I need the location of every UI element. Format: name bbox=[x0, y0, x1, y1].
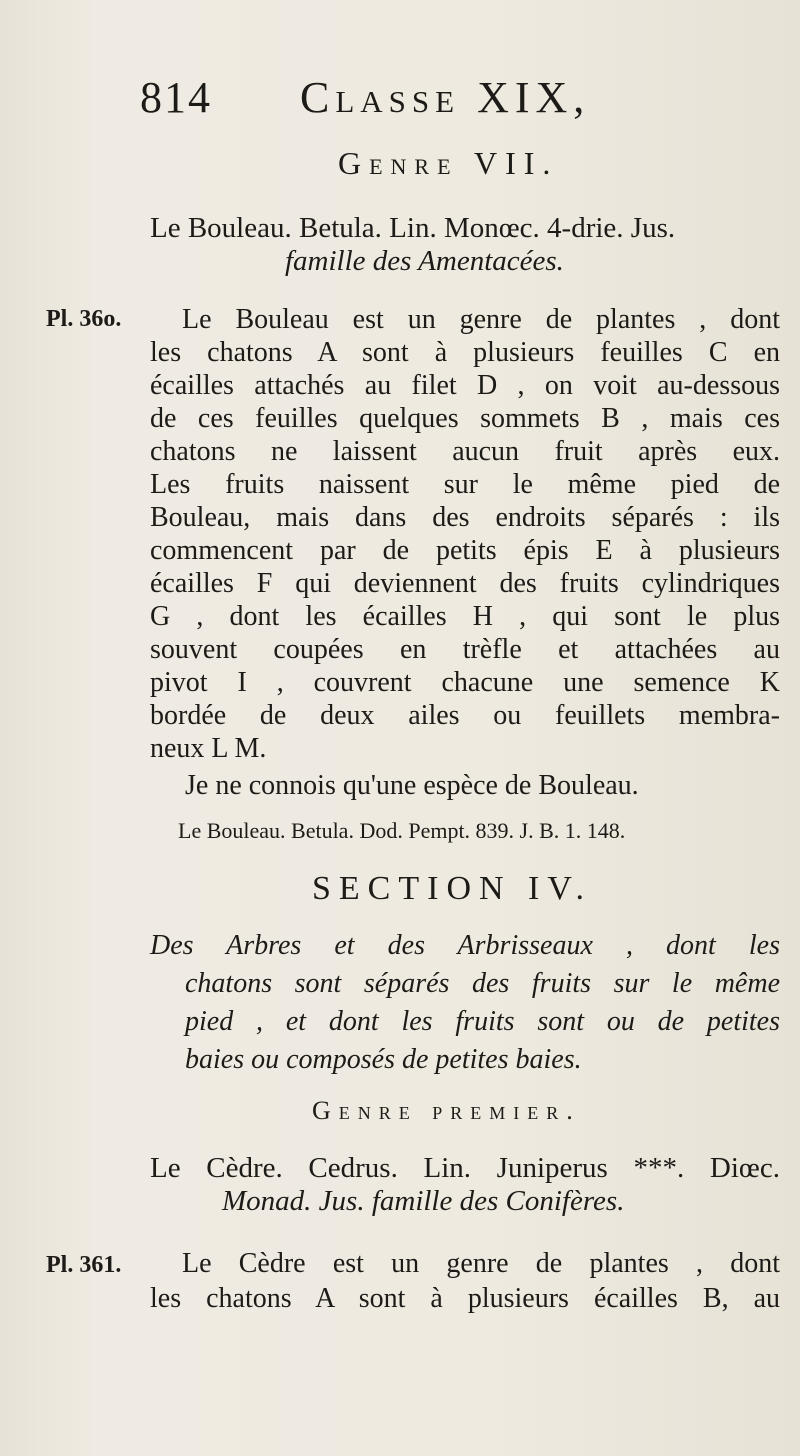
text-line: écailles attachés au filet D , on voit au-dessous bbox=[150, 370, 780, 401]
text-line: neux L M. bbox=[150, 733, 267, 764]
class-title: Classe XIX, bbox=[300, 73, 591, 122]
plate-reference: Pl. 36o. bbox=[46, 306, 122, 332]
text-line: baies ou composés de petites baies. bbox=[185, 1044, 582, 1075]
text-line: chatons sont séparés des fruits sur le même bbox=[185, 968, 780, 999]
genus-title-line: Monad. Jus. famille des Conifères. bbox=[222, 1185, 625, 1217]
plate-reference: Pl. 361. bbox=[46, 1252, 122, 1278]
species-note: Je ne connois qu'une espèce de Bouleau. bbox=[185, 770, 639, 801]
text-line: G , dont les écailles H , qui sont le plus bbox=[150, 601, 780, 632]
text-line: Des Arbres et des Arbrisseaux , dont les bbox=[150, 930, 780, 961]
genus-title-line: Le Cèdre. Cedrus. Lin. Juniperus ***. Diœc. bbox=[150, 1152, 780, 1184]
text-line: les chatons A sont à plusieurs écailles B, au bbox=[150, 1283, 780, 1314]
text-line: les chatons A sont à plusieurs feuilles C en bbox=[150, 337, 780, 368]
text-line: bordée de deux ailes ou feuillets membra- bbox=[150, 700, 780, 731]
genus-title-line: Le Bouleau. Betula. Lin. Monœc. 4-drie. Jus. bbox=[150, 212, 676, 244]
text-line: Le Bouleau est un genre de plantes , dont bbox=[182, 304, 780, 335]
text-line: Bouleau, mais dans des endroits séparés : ils bbox=[150, 502, 780, 533]
text-line: pivot I , couvrent chacune une semence K bbox=[150, 667, 780, 698]
section-heading: SECTION IV. bbox=[312, 870, 593, 907]
text-line: chatons ne laissent aucun fruit après eux. bbox=[150, 436, 780, 467]
text-line: Le Cèdre est un genre de plantes , dont bbox=[182, 1248, 780, 1279]
text-line: Les fruits naissent sur le même pied de bbox=[150, 469, 780, 500]
citation: Le Bouleau. Betula. Dod. Pempt. 839. J. B. 1. 148. bbox=[178, 818, 626, 843]
genus-title-line: famille des Amentacées. bbox=[285, 245, 564, 277]
text-line: de ces feuilles quelques sommets B , mais ces bbox=[150, 403, 780, 434]
genre-heading: Genre VII. bbox=[338, 145, 559, 181]
text-line: pied , et dont les fruits sont ou de petites bbox=[185, 1006, 780, 1037]
page-number: 814 bbox=[140, 73, 212, 122]
text-line: commencent par de petits épis E à plusieurs bbox=[150, 535, 780, 566]
text-line: écailles F qui deviennent des fruits cylindriques bbox=[150, 568, 780, 599]
text-line: souvent coupées en trèfle et attachées au bbox=[150, 634, 780, 665]
genre-heading: Genre premier. bbox=[312, 1096, 581, 1125]
